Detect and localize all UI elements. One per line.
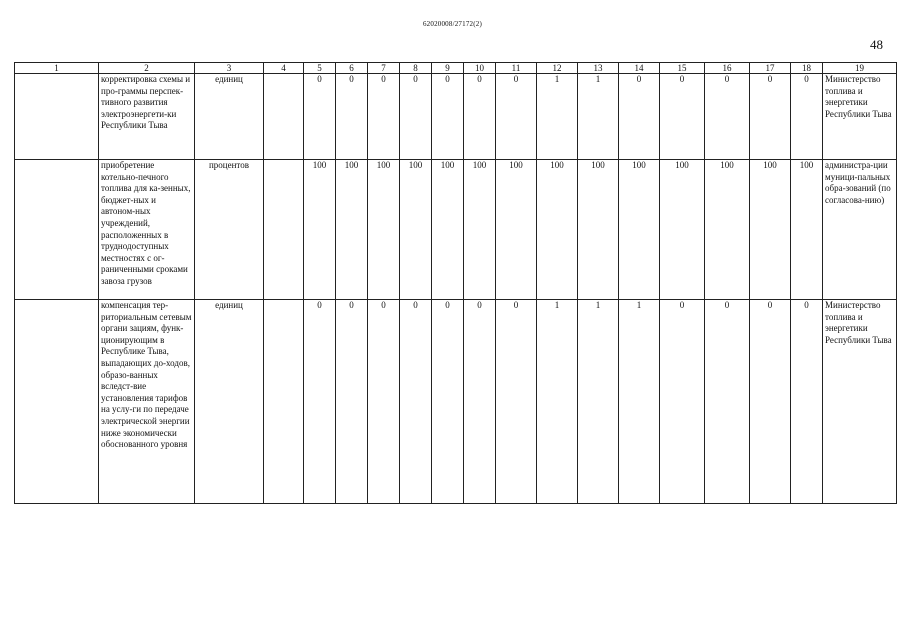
value-cell: 100 [619,160,660,300]
column-header: 15 [660,63,705,74]
value-cell: 0 [791,300,823,504]
value-cell: 100 [304,160,336,300]
column-header: 11 [496,63,537,74]
value-cell: 100 [400,160,432,300]
value-cell: 100 [660,160,705,300]
column-header: 7 [368,63,400,74]
column-header: 3 [195,63,264,74]
column-header: 16 [705,63,750,74]
value-cell: 100 [750,160,791,300]
table-row [15,300,897,504]
column-header: 14 [619,63,660,74]
column-header: 17 [750,63,791,74]
value-cell: 0 [304,74,336,160]
responsible-cell: Министерство топлива и энергетики Республики Тыва [823,300,897,504]
value-cell: 0 [496,74,537,160]
value-cell: 100 [705,160,750,300]
document-id: 62020008/27172(2) [422,20,482,28]
value-cell: 0 [750,300,791,504]
value-cell: 0 [304,300,336,504]
value-cell: 1 [578,74,619,160]
value-cell: 100 [537,160,578,300]
column-header: 6 [336,63,368,74]
value-cell: 100 [432,160,464,300]
value-cell: 100 [791,160,823,300]
value-cell: 1 [578,300,619,504]
empty-cell [264,74,304,160]
value-cell: 0 [705,300,750,504]
row-number-cell [15,160,99,300]
data-table [14,62,897,504]
value-cell: 0 [432,300,464,504]
value-cell: 100 [336,160,368,300]
column-header: 9 [432,63,464,74]
header-row [15,63,897,74]
value-cell: 0 [464,74,496,160]
column-header: 1 [15,63,99,74]
responsible-cell: администра-ции муници-пальных обра-зований (по согласова-нию) [823,160,897,300]
value-cell: 0 [432,74,464,160]
column-header: 19 [823,63,897,74]
unit-cell: единиц [195,74,264,160]
table-row [15,74,897,160]
value-cell: 0 [750,74,791,160]
value-cell: 0 [705,74,750,160]
value-cell: 0 [368,300,400,504]
column-header: 18 [791,63,823,74]
empty-cell [264,300,304,504]
measure-name: корректировка схемы и про-граммы перспек-тивного развития электроэнергети-ки Республики Тыва [99,74,195,160]
column-header: 2 [99,63,195,74]
column-header: 8 [400,63,432,74]
value-cell: 0 [336,74,368,160]
value-cell: 1 [537,300,578,504]
value-cell: 0 [368,74,400,160]
column-header: 13 [578,63,619,74]
value-cell: 0 [660,300,705,504]
value-cell: 0 [791,74,823,160]
value-cell: 100 [464,160,496,300]
value-cell: 100 [496,160,537,300]
value-cell: 0 [496,300,537,504]
column-header: 5 [304,63,336,74]
column-header: 4 [264,63,304,74]
table-row [15,160,897,300]
responsible-cell: Министерство топлива и энергетики Республики Тыва [823,74,897,160]
value-cell: 0 [400,300,432,504]
page-number: 48 [870,37,883,52]
empty-cell [264,160,304,300]
value-cell: 0 [660,74,705,160]
unit-cell: процентов [195,160,264,300]
unit-cell: единиц [195,300,264,504]
value-cell: 0 [619,74,660,160]
value-cell: 100 [578,160,619,300]
measure-name: приобретение котельно-печного топлива для ка-зенных, бюджет-ных и автоном-ных учреждений, расположенных в труднодоступных местностях с ог-раниченными сроками завоза грузов [99,160,195,300]
column-header: 10 [464,63,496,74]
value-cell: 100 [368,160,400,300]
value-cell: 1 [619,300,660,504]
column-header: 12 [537,63,578,74]
row-number-cell [15,300,99,504]
value-cell: 1 [537,74,578,160]
value-cell: 0 [464,300,496,504]
value-cell: 0 [336,300,368,504]
value-cell: 0 [400,74,432,160]
measure-name: компенсация тер-риториальным сетевым органи зациям, функ-ционирующим в Республике Тыва, выпадающих до-ходов, образо-ванных вследст-вие установления тарифов на услу-ги по передаче электрической энергии ниже экономически обоснованного уровня [99,300,195,504]
row-number-cell [15,74,99,160]
